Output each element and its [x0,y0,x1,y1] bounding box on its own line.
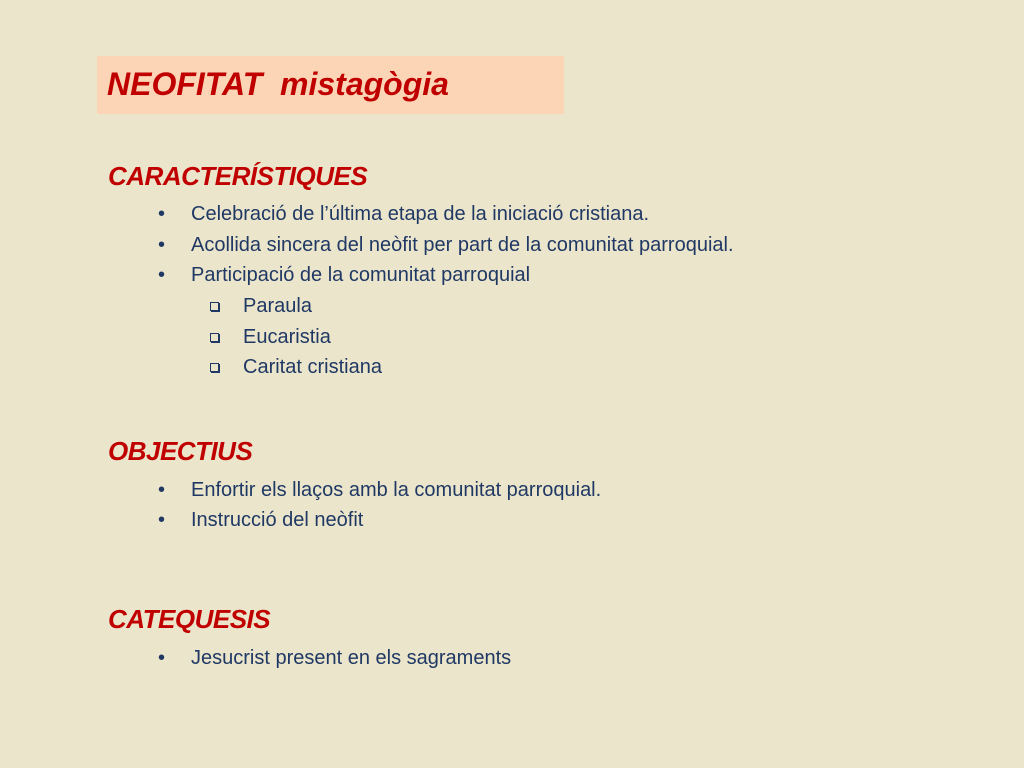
list-item-text: Acollida sincera del neòfit per part de la comunitat parroquial. [191,234,734,256]
slide-title: NEOFITAT mistagògia [107,66,449,102]
list-item-text: Celebració de l’última etapa de la iniciació cristiana. [191,203,650,225]
sub-list-item-text: Caritat cristiana [243,356,382,378]
list-item-text: Enfortir els llaços amb la comunitat parroquial. [191,479,602,501]
section-heading-caracteristiques: CARACTERÍSTIQUES [108,161,368,191]
hollow-square-bullet-icon [210,302,219,311]
list-item-text: Participació de la comunitat parroquial [191,264,531,286]
hollow-square-bullet-icon [210,333,219,342]
sub-list-item-text: Paraula [243,295,312,317]
round-bullet-icon: • [158,234,166,256]
list-item-text: Instrucció del neòfit [191,509,364,531]
title-box [97,56,564,114]
round-bullet-icon: • [158,203,166,225]
hollow-square-bullet-icon [210,363,219,372]
round-bullet-icon: • [158,264,166,286]
round-bullet-icon: • [158,647,166,669]
list-item-text: Jesucrist present en els sagraments [191,647,512,669]
section-heading-catequesis: CATEQUESIS [108,604,271,634]
round-bullet-icon: • [158,509,166,531]
section-heading-objectius: OBJECTIUS [108,436,253,466]
round-bullet-icon: • [158,479,166,501]
sub-list-item-text: Eucaristia [243,326,331,348]
